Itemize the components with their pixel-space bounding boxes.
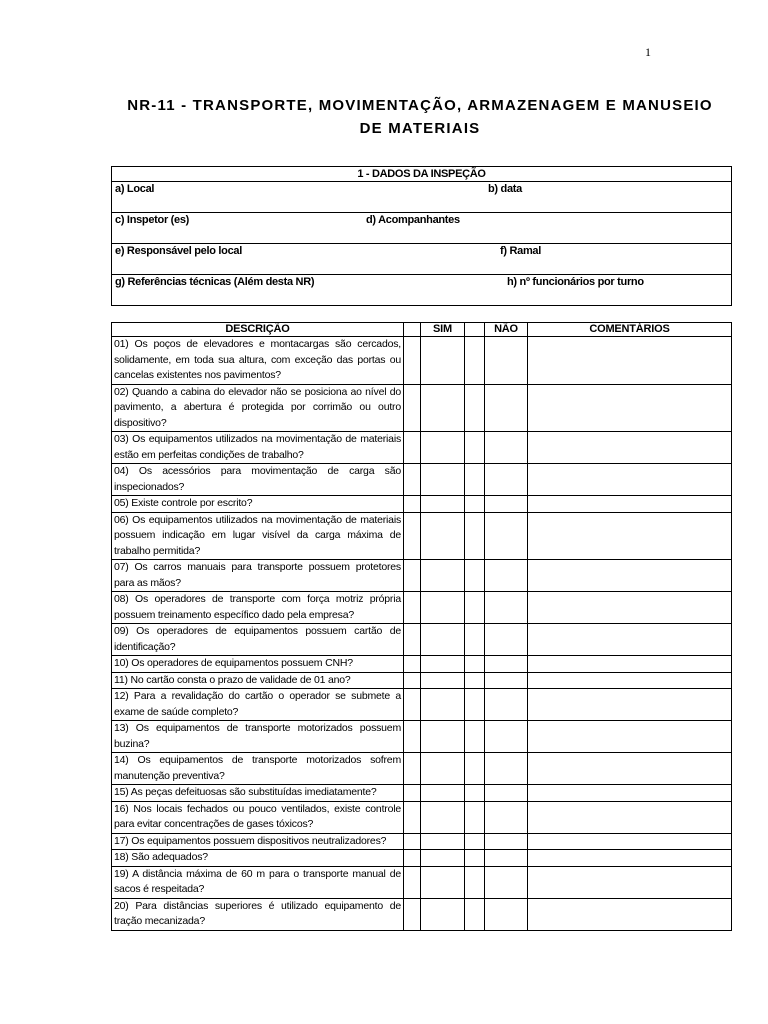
spacer-cell bbox=[465, 592, 485, 624]
nao-cell[interactable] bbox=[485, 560, 528, 592]
spacer-cell bbox=[465, 689, 485, 721]
sim-cell[interactable] bbox=[421, 866, 465, 898]
comment-cell[interactable] bbox=[528, 850, 732, 867]
spacer-cell bbox=[404, 496, 421, 513]
table-row bbox=[112, 512, 732, 560]
item-description: 14) Os equipamentos de transporte motorizados sofrem manutenção preventiva? bbox=[112, 753, 404, 785]
spacer-cell bbox=[465, 512, 485, 560]
nao-cell[interactable] bbox=[485, 592, 528, 624]
spacer-cell bbox=[465, 721, 485, 753]
comment-cell[interactable] bbox=[528, 801, 732, 833]
page-title bbox=[100, 94, 740, 140]
item-description: 17) Os equipamentos possuem dispositivos neutralizadores? bbox=[112, 833, 404, 850]
field-local: a) Local bbox=[115, 183, 155, 195]
header-comentarios: COMENTÁRIOS bbox=[528, 323, 732, 337]
spacer-cell bbox=[404, 689, 421, 721]
item-description: 04) Os acessórios para movimentação de carga são inspecionados? bbox=[112, 464, 404, 496]
item-description: 12) Para a revalidação do cartão o operador se submete a exame de saúde completo? bbox=[112, 689, 404, 721]
item-description: 13) Os equipamentos de transporte motorizados possuem buzina? bbox=[112, 721, 404, 753]
spacer-cell bbox=[465, 656, 485, 673]
spacer-cell bbox=[404, 656, 421, 673]
table-row bbox=[112, 898, 732, 930]
sim-cell[interactable] bbox=[421, 850, 465, 867]
comment-cell[interactable] bbox=[528, 592, 732, 624]
comment-cell[interactable] bbox=[528, 689, 732, 721]
table-row bbox=[112, 337, 732, 385]
comment-cell[interactable] bbox=[528, 753, 732, 785]
spacer-cell bbox=[404, 337, 421, 385]
nao-cell[interactable] bbox=[485, 785, 528, 802]
sim-cell[interactable] bbox=[421, 624, 465, 656]
item-description: 05) Existe controle por escrito? bbox=[112, 496, 404, 513]
spacer-cell bbox=[465, 337, 485, 385]
header-spacer-1 bbox=[404, 323, 421, 337]
sim-cell[interactable] bbox=[421, 384, 465, 432]
sim-cell[interactable] bbox=[421, 656, 465, 673]
inspection-data-table bbox=[111, 166, 732, 306]
title-line-1: NR-11 - TRANSPORTE, MOVIMENTAÇÃO, ARMAZENAGEM E MANUSEIO bbox=[127, 97, 713, 114]
spacer-cell bbox=[465, 672, 485, 689]
sim-cell[interactable] bbox=[421, 592, 465, 624]
spacer-cell bbox=[404, 850, 421, 867]
item-description: 20) Para distâncias superiores é utilizado equipamento de tração mecanizada? bbox=[112, 898, 404, 930]
spacer-cell bbox=[404, 785, 421, 802]
nao-cell[interactable] bbox=[485, 337, 528, 385]
spacer-cell bbox=[465, 560, 485, 592]
item-description: 19) A distância máxima de 60 m para o transporte manual de sacos é respeitada? bbox=[112, 866, 404, 898]
checklist-table bbox=[111, 322, 732, 931]
nao-cell[interactable] bbox=[485, 512, 528, 560]
table-row bbox=[112, 689, 732, 721]
nao-cell[interactable] bbox=[485, 496, 528, 513]
nao-cell[interactable] bbox=[485, 898, 528, 930]
field-responsavel: e) Responsável pelo local bbox=[115, 245, 242, 257]
spacer-cell bbox=[404, 753, 421, 785]
sim-cell[interactable] bbox=[421, 753, 465, 785]
spacer-cell bbox=[465, 464, 485, 496]
sim-cell[interactable] bbox=[421, 432, 465, 464]
item-description: 18) São adequados? bbox=[112, 850, 404, 867]
nao-cell[interactable] bbox=[485, 721, 528, 753]
comment-cell[interactable] bbox=[528, 512, 732, 560]
comment-cell[interactable] bbox=[528, 624, 732, 656]
comment-cell[interactable] bbox=[528, 432, 732, 464]
item-description: 02) Quando a cabina do elevador não se posiciona ao nível do pavimento, a abertura é protegida por corrimão ou outro dispositivo? bbox=[112, 384, 404, 432]
comment-cell[interactable] bbox=[528, 785, 732, 802]
nao-cell[interactable] bbox=[485, 689, 528, 721]
sim-cell[interactable] bbox=[421, 785, 465, 802]
field-row-local-data[interactable] bbox=[112, 182, 732, 213]
page-number: 1 bbox=[645, 45, 651, 59]
spacer-cell bbox=[465, 801, 485, 833]
spacer-cell bbox=[404, 866, 421, 898]
spacer-cell bbox=[465, 898, 485, 930]
sim-cell[interactable] bbox=[421, 464, 465, 496]
nao-cell[interactable] bbox=[485, 432, 528, 464]
table-row bbox=[112, 656, 732, 673]
field-row-referencias[interactable] bbox=[112, 275, 732, 306]
comment-cell[interactable] bbox=[528, 384, 732, 432]
table-row bbox=[112, 721, 732, 753]
item-description: 15) As peças defeituosas são substituídas imediatamente? bbox=[112, 785, 404, 802]
table-row bbox=[112, 592, 732, 624]
title-line-2: DE MATERIAIS bbox=[359, 120, 481, 137]
comment-cell[interactable] bbox=[528, 866, 732, 898]
spacer-cell bbox=[404, 721, 421, 753]
field-ramal: f) Ramal bbox=[500, 245, 541, 257]
field-row-responsavel[interactable] bbox=[112, 244, 732, 275]
table-row bbox=[112, 624, 732, 656]
spacer-cell bbox=[404, 624, 421, 656]
nao-cell[interactable] bbox=[485, 850, 528, 867]
spacer-cell bbox=[465, 384, 485, 432]
field-inspetor: c) Inspetor (es) bbox=[115, 214, 190, 226]
comment-cell[interactable] bbox=[528, 656, 732, 673]
sim-cell[interactable] bbox=[421, 560, 465, 592]
comment-cell[interactable] bbox=[528, 337, 732, 385]
header-sim: SIM bbox=[421, 323, 465, 337]
header-spacer-2 bbox=[465, 323, 485, 337]
spacer-cell bbox=[404, 672, 421, 689]
spacer-cell bbox=[404, 592, 421, 624]
item-description: 03) Os equipamentos utilizados na movimentação de materiais estão em perfeitas condições de trabalho? bbox=[112, 432, 404, 464]
nao-cell[interactable] bbox=[485, 624, 528, 656]
spacer-cell bbox=[465, 833, 485, 850]
sim-cell[interactable] bbox=[421, 337, 465, 385]
field-row-inspetor[interactable] bbox=[112, 213, 732, 244]
table-row bbox=[112, 785, 732, 802]
comment-cell[interactable] bbox=[528, 560, 732, 592]
table-row bbox=[112, 672, 732, 689]
item-description: 07) Os carros manuais para transporte possuem protetores para as mãos? bbox=[112, 560, 404, 592]
field-acompanhantes: d) Acompanhantes bbox=[366, 214, 460, 226]
nao-cell[interactable] bbox=[485, 833, 528, 850]
field-data: b) data bbox=[488, 183, 522, 195]
table-row bbox=[112, 464, 732, 496]
comment-cell[interactable] bbox=[528, 721, 732, 753]
item-description: 06) Os equipamentos utilizados na movimentação de materiais possuem indicação em lugar visível da carga máxima de trabalho permitida? bbox=[112, 512, 404, 560]
comment-cell[interactable] bbox=[528, 898, 732, 930]
spacer-cell bbox=[465, 866, 485, 898]
comment-cell[interactable] bbox=[528, 672, 732, 689]
spacer-cell bbox=[404, 801, 421, 833]
nao-cell[interactable] bbox=[485, 753, 528, 785]
spacer-cell bbox=[404, 560, 421, 592]
spacer-cell bbox=[465, 624, 485, 656]
spacer-cell bbox=[404, 464, 421, 496]
comment-cell[interactable] bbox=[528, 496, 732, 513]
item-description: 08) Os operadores de transporte com força motriz própria possuem treinamento específico dado pela empresa? bbox=[112, 592, 404, 624]
sim-cell[interactable] bbox=[421, 721, 465, 753]
item-description: 01) Os poços de elevadores e montacargas são cercados, solidamente, em toda sua altura, com exceção das portas ou cancelas existentes nos pavimentos? bbox=[112, 337, 404, 385]
nao-cell[interactable] bbox=[485, 656, 528, 673]
sim-cell[interactable] bbox=[421, 833, 465, 850]
nao-cell[interactable] bbox=[485, 384, 528, 432]
sim-cell[interactable] bbox=[421, 496, 465, 513]
sim-cell[interactable] bbox=[421, 512, 465, 560]
item-description: 09) Os operadores de equipamentos possuem cartão de identificação? bbox=[112, 624, 404, 656]
comment-cell[interactable] bbox=[528, 833, 732, 850]
table-row bbox=[112, 384, 732, 432]
sim-cell[interactable] bbox=[421, 689, 465, 721]
section-title: 1 - DADOS DA INSPEÇÃO bbox=[112, 167, 732, 182]
header-descricao: DESCRIÇÃO bbox=[112, 323, 404, 337]
sim-cell[interactable] bbox=[421, 672, 465, 689]
spacer-cell bbox=[465, 496, 485, 513]
spacer-cell bbox=[465, 785, 485, 802]
spacer-cell bbox=[404, 833, 421, 850]
comment-cell[interactable] bbox=[528, 464, 732, 496]
nao-cell[interactable] bbox=[485, 672, 528, 689]
spacer-cell bbox=[404, 432, 421, 464]
spacer-cell bbox=[465, 432, 485, 464]
table-row bbox=[112, 850, 732, 867]
spacer-cell bbox=[404, 384, 421, 432]
item-description: 11) No cartão consta o prazo de validade de 01 ano? bbox=[112, 672, 404, 689]
table-row bbox=[112, 866, 732, 898]
spacer-cell bbox=[465, 850, 485, 867]
header-nao: NÃO bbox=[485, 323, 528, 337]
field-referencias: g) Referências técnicas (Além desta NR) bbox=[115, 276, 315, 288]
table-row bbox=[112, 753, 732, 785]
table-row bbox=[112, 432, 732, 464]
spacer-cell bbox=[404, 898, 421, 930]
table-row bbox=[112, 833, 732, 850]
spacer-cell bbox=[404, 512, 421, 560]
nao-cell[interactable] bbox=[485, 866, 528, 898]
sim-cell[interactable] bbox=[421, 801, 465, 833]
field-funcionarios: h) nº funcionários por turno bbox=[507, 276, 644, 288]
nao-cell[interactable] bbox=[485, 801, 528, 833]
nao-cell[interactable] bbox=[485, 464, 528, 496]
item-description: 16) Nos locais fechados ou pouco ventilados, existe controle para evitar concentrações de gases tóxicos? bbox=[112, 801, 404, 833]
spacer-cell bbox=[465, 753, 485, 785]
item-description: 10) Os operadores de equipamentos possuem CNH? bbox=[112, 656, 404, 673]
table-row bbox=[112, 801, 732, 833]
table-row bbox=[112, 560, 732, 592]
table-row bbox=[112, 496, 732, 513]
sim-cell[interactable] bbox=[421, 898, 465, 930]
